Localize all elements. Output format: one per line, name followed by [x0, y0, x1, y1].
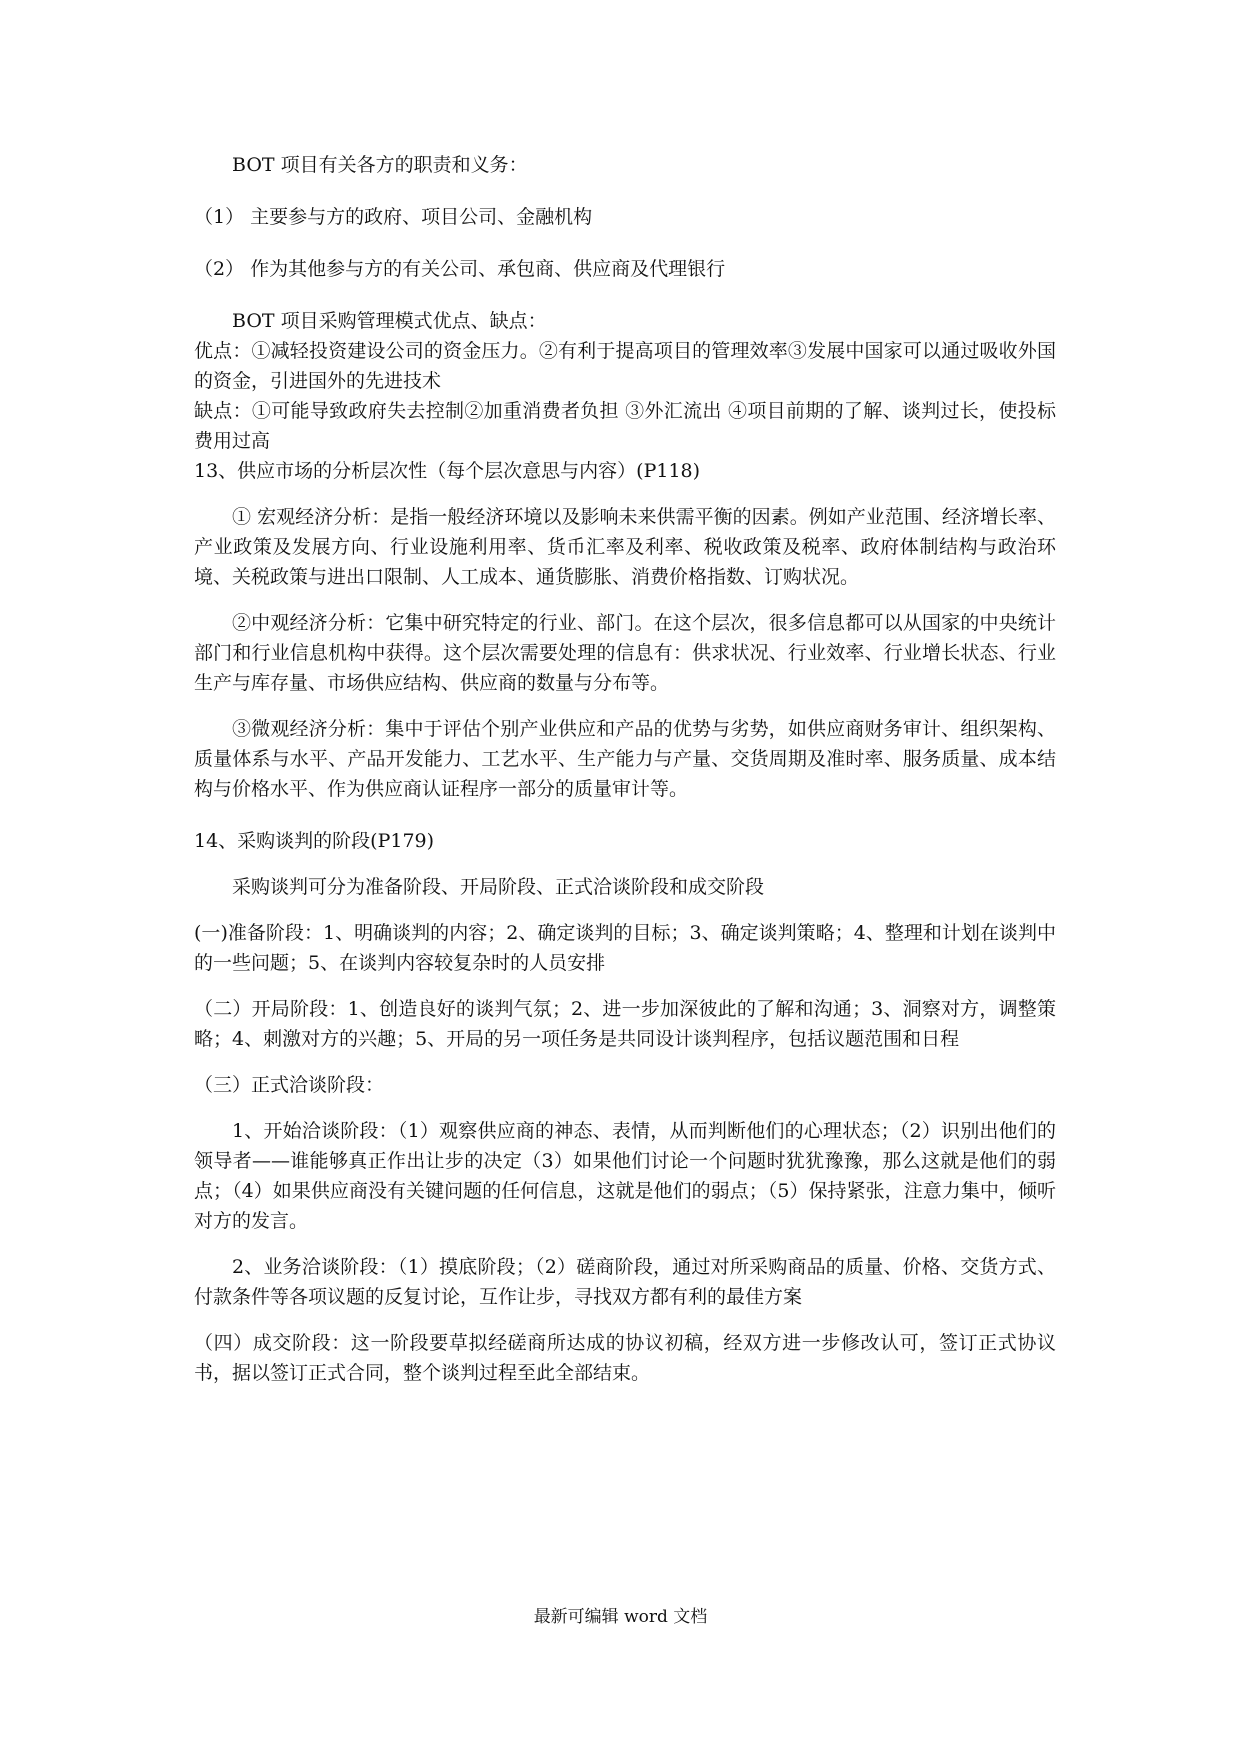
macro-analysis: ① 宏观经济分析：是指一般经济环境以及影响未来供需平衡的因素。例如产业范围、经济增长率、产业政策及发展方向、行业设施利用率、货币汇率及利率、税收政策及税率、政府体制结构与政治环境、关税政策与进出口限制、人工成本、通货膨胀、消费价格指数、订购状况。	[194, 506, 1056, 588]
meso-analysis: ②中观经济分析：它集中研究特定的行业、部门。在这个层次，很多信息都可以从国家的中央统计部门和行业信息机构中获得。这个层次需要处理的信息有：供求状况、行业效率、行业增长状态、行业生产与库存量、市场供应结构、供应商的数量与分布等。	[194, 612, 1056, 694]
bot-duties-item-2: （2） 作为其他参与方的有关公司、承包商、供应商及代理银行	[194, 258, 726, 280]
closing-stage: （四）成交阶段：这一阶段要草拟经磋商所达成的协议初稿，经双方进一步修改认可，签订正式协议书，据以签订正式合同，整个谈判过程至此全部结束。	[194, 1332, 1056, 1384]
bot-disadvantages: 缺点：①可能导致政府失去控制②加重消费者负担 ③外汇流出 ④项目前期的了解、谈判过长，使投标费用过高	[194, 400, 1056, 452]
opening-stage: （二）开局阶段：1、创造良好的谈判气氛；2、进一步加深彼此的了解和沟通；3、洞察对方，调整策略；4、刺激对方的兴趣；5、开局的另一项任务是共同设计谈判程序，包括议题范围和日程	[194, 998, 1056, 1050]
start-negotiation-stage: 1、开始洽谈阶段：（1）观察供应商的神态、表情，从而判断他们的心理状态；（2）识别出他们的领导者——谁能够真正作出让步的决定（3）如果他们讨论一个问题时犹犹豫豫，那么这就是他们的弱点；（4）如果供应商没有关键问题的任何信息，这就是他们的弱点；（5）保持紧张，注意力集中，倾听对方的发言。	[194, 1120, 1056, 1232]
bot-duties-heading: BOT 项目有关各方的职责和义务：	[232, 154, 528, 176]
preparation-stage: (一)准备阶段：1、明确谈判的内容；2、确定谈判的目标；3、确定谈判策略；4、整理和计划在谈判中的一些问题；5、在谈判内容较复杂时的人员安排	[194, 922, 1056, 974]
formal-negotiation-heading: （三）正式洽谈阶段：	[194, 1074, 385, 1096]
business-negotiation-stage: 2、业务洽谈阶段：（1）摸底阶段；（2）磋商阶段，通过对所采购商品的质量、价格、交货方式、付款条件等各项议题的反复讨论，互作让步，寻找双方都有利的最佳方案	[194, 1256, 1056, 1308]
negotiation-stages-summary: 采购谈判可分为准备阶段、开局阶段、正式洽谈阶段和成交阶段	[232, 876, 765, 898]
bot-advantages: 优点：①减轻投资建设公司的资金压力。②有利于提高项目的管理效率③发展中国家可以通过吸收外国的资金，引进国外的先进技术	[194, 340, 1056, 392]
bot-procurement-heading: BOT 项目采购管理模式优点、缺点：	[232, 310, 547, 332]
section-14-heading: 14、采购谈判的阶段(P179)	[194, 830, 435, 852]
section-13-heading: 13、供应市场的分析层次性（每个层次意思与内容）(P118)	[194, 460, 701, 482]
micro-analysis: ③微观经济分析：集中于评估个别产业供应和产品的优势与劣势，如供应商财务审计、组织架构、质量体系与水平、产品开发能力、工艺水平、生产能力与产量、交货周期及准时率、服务质量、成本结构与价格水平、作为供应商认证程序一部分的质量审计等。	[194, 718, 1056, 800]
page-footer: 最新可编辑 word 文档	[533, 1607, 708, 1627]
document-body	[194, 150, 1056, 1388]
bot-duties-item-1: （1） 主要参与方的政府、项目公司、金融机构	[194, 206, 593, 228]
